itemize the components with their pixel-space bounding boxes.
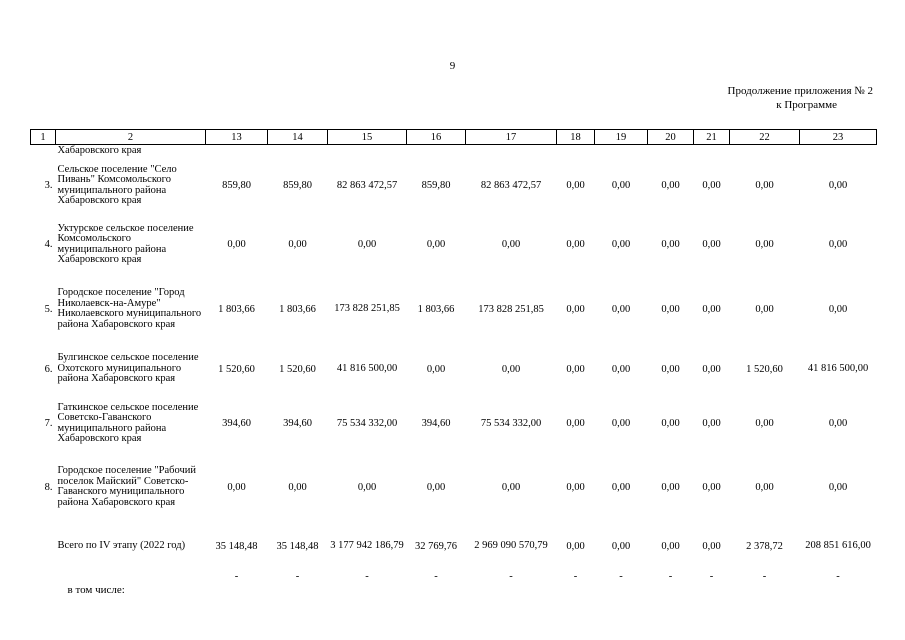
cell-21: 0,00 <box>702 303 721 315</box>
col-header: 14 <box>268 130 328 145</box>
settlement-name: Городское поселение "Город Николаевск-на-Амуре" Николаевского муниципального района Хабаровского края <box>57 287 202 330</box>
cell-13: 859,80 <box>222 180 251 191</box>
appendix-line-1: Продолжение приложения № 2 <box>727 85 873 97</box>
cell-21: 0,00 <box>702 418 721 429</box>
cell-19: 0,00 <box>611 481 631 493</box>
cell-22: 0,00 <box>755 418 774 429</box>
cell-16: 394,60 <box>421 418 451 429</box>
cell-19: 0,00 <box>611 239 631 250</box>
dash-mark: - <box>434 571 438 582</box>
cell-17: 0,00 <box>501 239 521 250</box>
settlement-name: Гаткинское сельское поселение Советско-Гаванского муниципального района Хабаровского края <box>57 401 199 444</box>
cell-15: 75 534 332,00 <box>336 417 398 429</box>
row-number: 4. <box>44 239 53 250</box>
cell-22: 0,00 <box>755 239 774 250</box>
cell-13: 0,00 <box>227 239 246 250</box>
cell-13: 1 803,66 <box>218 303 255 315</box>
cell-23: 0,00 <box>828 239 848 250</box>
total-cell-22: 2 378,72 <box>746 540 783 552</box>
cell-21: 0,00 <box>702 239 721 250</box>
cell-17: 0,00 <box>501 363 521 375</box>
appendix-line-2: к Программе <box>776 99 837 111</box>
row-number: 3. <box>44 180 53 191</box>
including-label: в том числе: <box>67 583 125 596</box>
dash-mark: - <box>509 571 513 582</box>
cell-15: 0,00 <box>357 239 377 250</box>
dash-mark: - <box>668 571 673 582</box>
total-cell-17: 2 969 090 570,79 <box>474 540 548 551</box>
total-row <box>31 521 877 571</box>
col-header: 18 <box>557 130 595 145</box>
total-cell-23: 208 851 616,00 <box>805 540 871 551</box>
col-header: 16 <box>407 130 466 145</box>
program-table <box>30 129 877 595</box>
row-number: 6. <box>44 363 53 375</box>
cell-18: 0,00 <box>566 303 585 315</box>
cell-18: 0,00 <box>566 363 585 375</box>
dash-mark: - <box>709 571 714 582</box>
total-cell-14: 35 148,48 <box>276 540 319 552</box>
row-number: 7. <box>44 418 53 429</box>
continuation-row <box>31 145 877 157</box>
settlement-name: Уктурское сельское поселение Комсомольского муниципального района Хабаровского края <box>57 222 194 265</box>
total-cell-19: 0,00 <box>611 540 631 552</box>
total-cell-18: 0,00 <box>566 540 585 552</box>
total-label: Всего по IV этапу (2022 год) <box>57 539 186 551</box>
appendix-caption <box>660 84 873 112</box>
cell-18: 0,00 <box>566 481 585 493</box>
including-row <box>31 571 877 595</box>
col-header: 22 <box>730 130 800 145</box>
dash-mark: - <box>365 571 369 582</box>
cell-18: 0,00 <box>566 239 585 250</box>
cell-23: 0,00 <box>828 418 848 429</box>
cell-15: 173 828 251,85 <box>334 303 400 314</box>
col-header: 17 <box>466 130 557 145</box>
cell-20: 0,00 <box>661 363 680 375</box>
cell-15: 82 863 472,57 <box>336 179 398 191</box>
col-header: 13 <box>206 130 268 145</box>
total-cell-20: 0,00 <box>661 540 680 552</box>
table-row <box>31 344 877 394</box>
cell-20: 0,00 <box>661 180 680 191</box>
cell-20: 0,00 <box>661 239 680 250</box>
cell-23: 41 816 500,00 <box>807 363 869 374</box>
cell-22: 0,00 <box>755 481 774 493</box>
cell-22: 0,00 <box>755 180 774 191</box>
cell-22: 0,00 <box>755 303 774 315</box>
cell-19: 0,00 <box>611 418 631 429</box>
cell-20: 0,00 <box>661 418 680 429</box>
cell-21: 0,00 <box>702 180 721 191</box>
cell-19: 0,00 <box>611 363 631 375</box>
col-header: 20 <box>648 130 694 145</box>
dash-mark: - <box>234 571 239 582</box>
cell-14: 1 803,66 <box>279 303 316 315</box>
cell-21: 0,00 <box>702 363 721 375</box>
cell-21: 0,00 <box>702 481 721 493</box>
col-header: 2 <box>56 130 206 145</box>
dash-mark: - <box>619 571 623 582</box>
cell-16: 0,00 <box>426 481 446 493</box>
cell-16: 1 803,66 <box>417 303 455 315</box>
table-row <box>31 394 877 453</box>
dash-mark: - <box>836 571 840 582</box>
row-number: 5. <box>44 303 53 315</box>
cell-22: 1 520,60 <box>746 363 783 375</box>
settlement-name: Сельское поселение "Село Пивань" Комсомольского муниципального района Хабаровского края <box>57 163 177 206</box>
table-row <box>31 274 877 344</box>
dash-mark: - <box>295 571 300 582</box>
cell-20: 0,00 <box>661 303 680 315</box>
table-row <box>31 156 877 215</box>
col-header: 19 <box>595 130 648 145</box>
total-cell-21: 0,00 <box>702 540 721 552</box>
table-row <box>31 453 877 521</box>
cell-16: 0,00 <box>426 239 446 250</box>
cell-17: 173 828 251,85 <box>478 303 544 315</box>
dash-mark: - <box>762 571 767 582</box>
table-row <box>31 215 877 274</box>
cell-14: 0,00 <box>288 239 307 250</box>
cell-13: 1 520,60 <box>218 363 255 375</box>
total-cell-16: 32 769,76 <box>415 540 457 552</box>
cell-16: 0,00 <box>426 363 446 375</box>
cell-17: 82 863 472,57 <box>480 180 542 191</box>
cell-14: 859,80 <box>283 180 312 191</box>
col-header: 1 <box>31 130 56 145</box>
cell-17: 75 534 332,00 <box>480 418 542 429</box>
cell-19: 0,00 <box>611 180 631 191</box>
column-header-row <box>31 130 877 145</box>
cell-19: 0,00 <box>611 303 631 315</box>
cell-13: 394,60 <box>222 418 251 429</box>
total-cell-15: 3 177 942 186,79 <box>330 540 404 551</box>
cell-20: 0,00 <box>661 481 680 493</box>
settlement-name: Городское поселение "Рабочий поселок Майский" Советско-Гаванского муниципального района Хабаровского края <box>57 465 196 508</box>
total-cell-13: 35 148,48 <box>215 540 258 552</box>
page-number: 9 <box>449 60 456 72</box>
dash-mark: - <box>573 571 578 582</box>
cell-18: 0,00 <box>566 418 585 429</box>
cell-23: 0,00 <box>828 481 848 493</box>
cell-17: 0,00 <box>501 481 521 493</box>
settlement-name: Булгинское сельское поселение Охотского муниципального района Хабаровского края <box>57 352 199 385</box>
cell-14: 394,60 <box>283 418 312 429</box>
cell-13: 0,00 <box>227 481 246 493</box>
cell-14: 1 520,60 <box>279 363 316 375</box>
cell-16: 859,80 <box>421 180 451 191</box>
cell-15: 41 816 500,00 <box>336 363 398 374</box>
col-header: 15 <box>328 130 407 145</box>
cell-14: 0,00 <box>288 481 307 493</box>
row-number: 8. <box>44 481 53 493</box>
cell-23: 0,00 <box>828 303 848 315</box>
cell-18: 0,00 <box>566 180 585 191</box>
cell-23: 0,00 <box>828 180 848 191</box>
continuation-text: Хабаровского края <box>57 144 142 156</box>
col-header: 23 <box>800 130 877 145</box>
cell-15: 0,00 <box>357 481 377 493</box>
col-header: 21 <box>694 130 730 145</box>
